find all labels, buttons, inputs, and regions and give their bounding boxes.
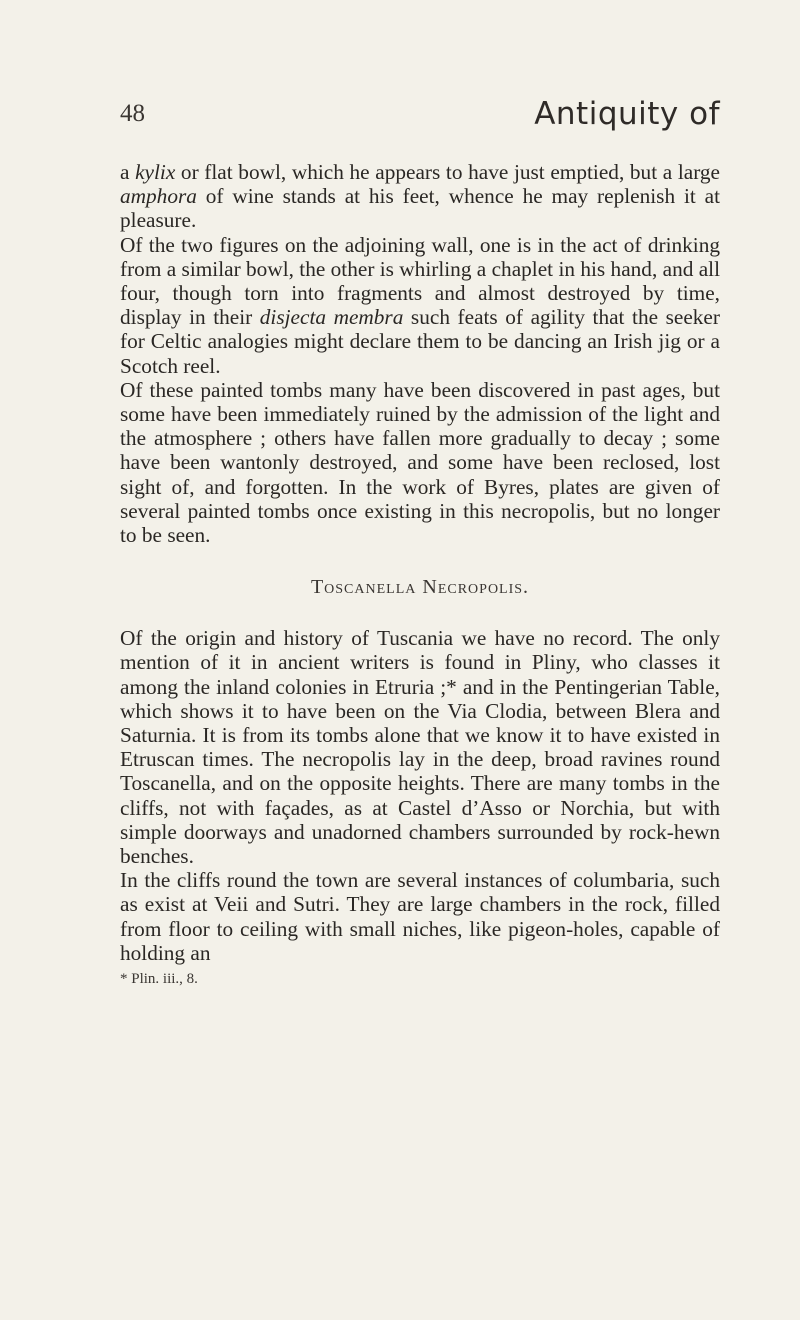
paragraph-3: Of these painted tombs many have been discovered in past ages, but some have been immediately ruined by the admission of the light and the atmosphere ; others have fallen more gradually to decay ; some have been wantonly destroyed, and some have been reclosed, lost sight of, and forgotten. In the work of Byres, plates are given of several painted tombs once existing in this necropolis, but no longer to be seen. <box>120 377 720 548</box>
running-head <box>120 96 720 146</box>
italic-term: disjecta membra <box>259 305 404 330</box>
text-block <box>120 160 720 1310</box>
footnote: * Plin. iii., 8. <box>120 971 198 988</box>
italic-term: kylix <box>135 160 176 184</box>
section-heading: Toscanella Necropolis. <box>310 576 530 599</box>
paragraph-1: a kylix or flat bowl, which he appears to have just emptied, but a large amphora of wine stands at his feet, whence he may replenish it at pleasure. <box>120 160 720 233</box>
page-number: 48 <box>120 100 145 127</box>
italic-term: amphora <box>120 184 197 209</box>
running-title: Antiquity of <box>534 96 720 132</box>
paragraph-5: In the cliffs round the town are several instances of columbaria, such as exist at Veii and Sutri. They are large chambers in the rock, filled from floor to ceiling with small niches, like pigeon-holes, capable of holding an <box>120 868 720 965</box>
paragraph-4: Of the origin and history of Tuscania we have no record. The only mention of it in ancient writers is found in Pliny, who classes it among the inland colonies in Etruria ;* and in the Pentingerian Table, which shows it to have been on the Via Clodia, between Blera and Saturnia. It is from its tombs alone that we know it to have existed in Etruscan times. The necropolis lay in the deep, broad ravines round Toscanella, and on the opposite heights. There are many tombs in the cliffs, not with façades, as at Castel d’Asso or Norchia, but with simple doorways and unadorned chambers surrounded by rock-hewn benches. <box>120 626 720 869</box>
paragraph-2: Of the two figures on the adjoining wall, one is in the act of drinking from a similar bowl, the other is whirling a chaplet in his hand, and all four, though torn into fragments and almost destroyed by time, display in their disjecta membra such feats of agility that the seeker for Celtic analogies might declare them to be dancing an Irish jig or a Scotch reel. <box>120 232 720 378</box>
